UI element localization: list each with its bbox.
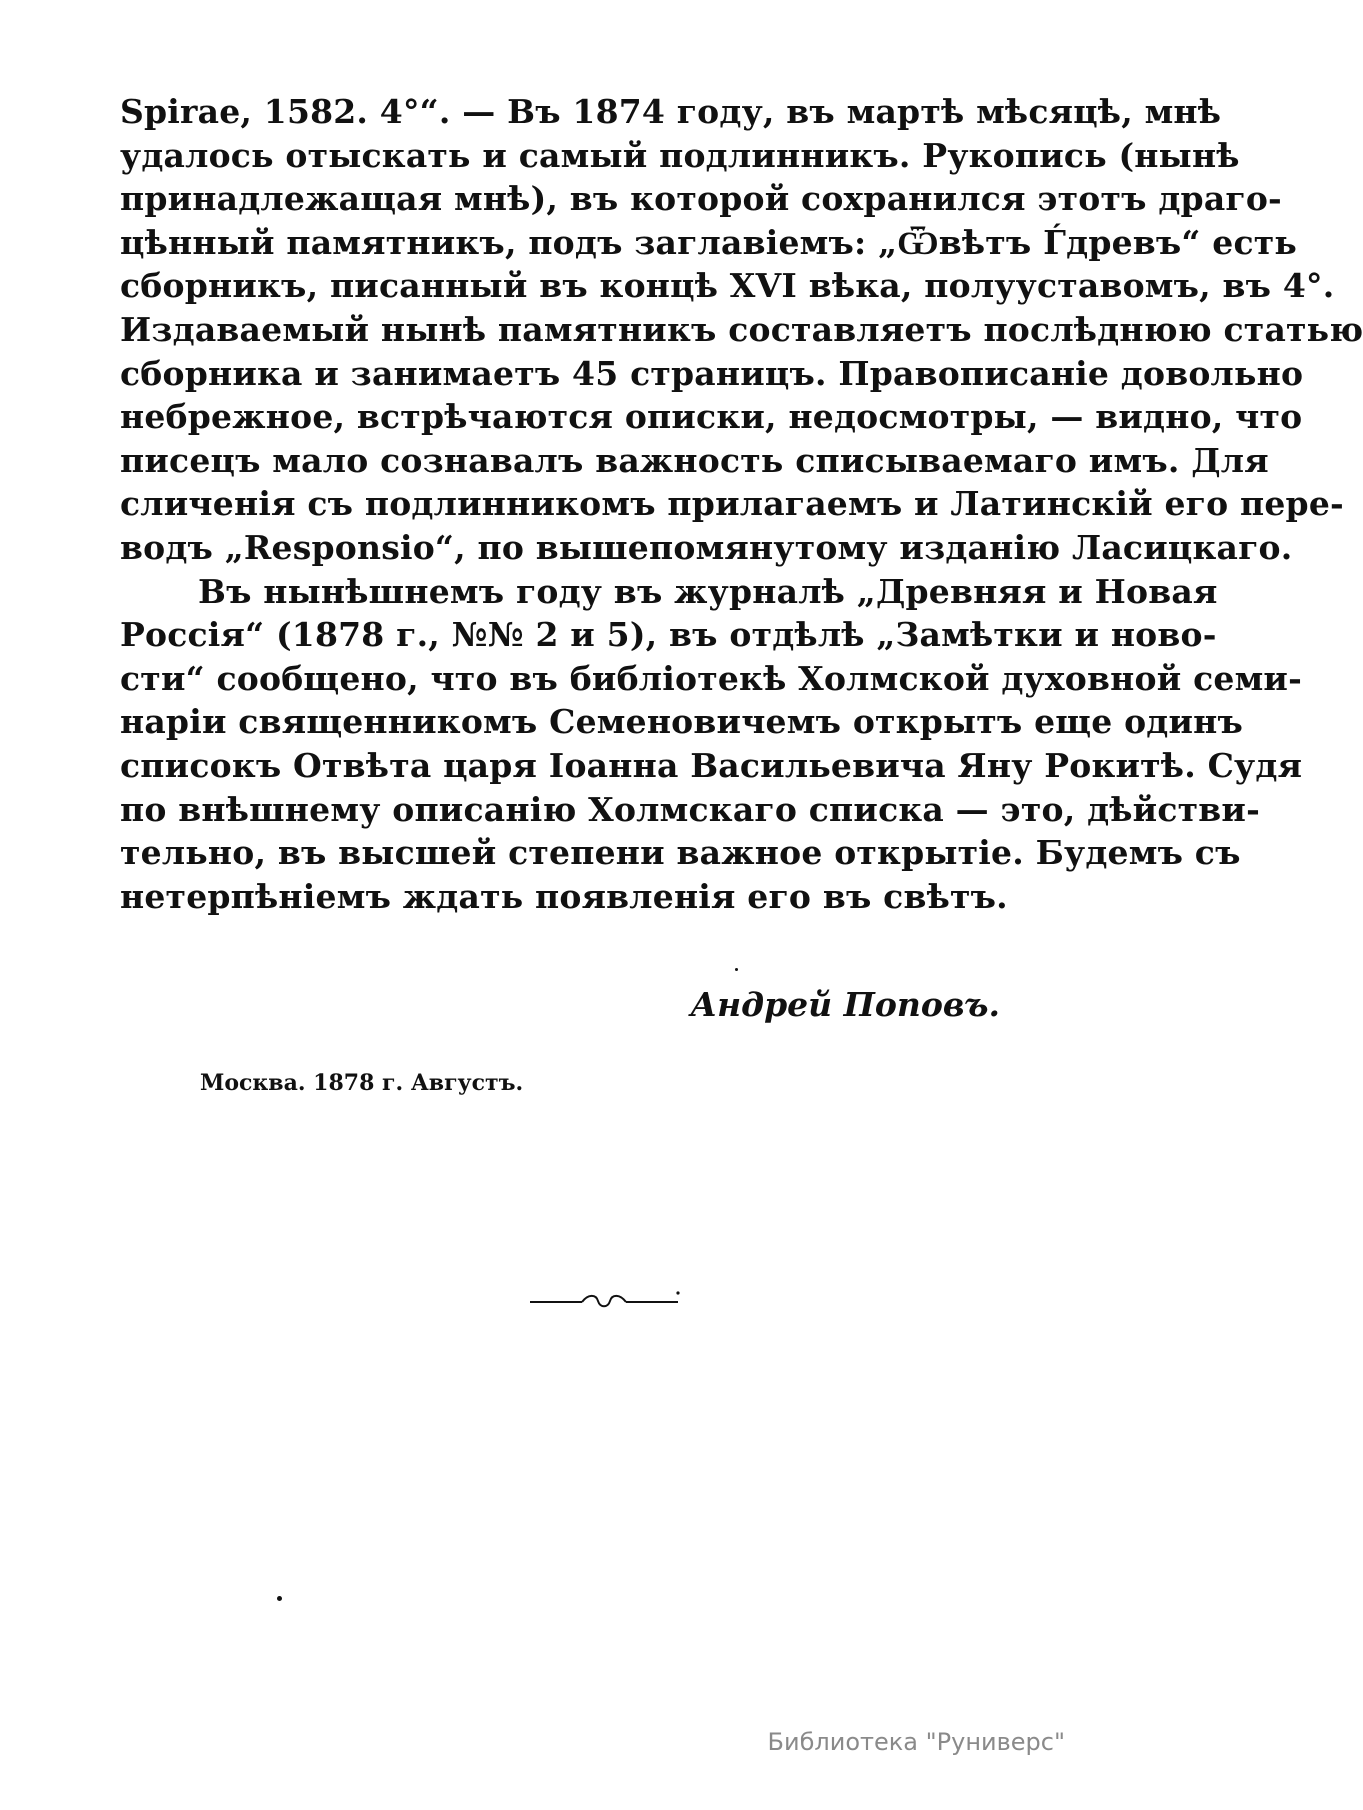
text-line: писецъ мало сознавалъ важность списываемаго имъ. Для: [120, 440, 1269, 480]
text-line: принадлежащая мнѣ), въ которой сохранился этотъ драго-: [120, 179, 1282, 219]
text-line: наріи священникомъ Семеновичемъ открытъ еще одинъ: [120, 702, 1244, 742]
text-line: нетерпѣніемъ ждать появленія его въ свѣтъ.: [120, 876, 1008, 916]
speck-mark: [277, 1596, 282, 1601]
flourish-divider-icon: [530, 1290, 680, 1312]
text-line: по внѣшнему описанію Холмскаго списка — это, дѣйстви-: [120, 789, 1260, 829]
text-line: сборникъ, писанный въ концѣ XVI вѣка, полууставомъ, въ 4°.: [120, 266, 1335, 306]
body-text: [120, 90, 1363, 918]
text-line: удалось отыскать и самый подлинникъ. Рукопись (нынѣ: [120, 135, 1240, 175]
speck-mark: [735, 968, 738, 971]
text-line: Россія“ (1878 г., №№ 2 и 5), въ отдѣлѣ „Замѣтки и ново-: [120, 615, 1217, 655]
text-line: сти“ сообщено, что въ библіотекѣ Холмской духовной семи-: [120, 658, 1303, 698]
text-line: сличенія съ подлинникомъ прилагаемъ и Латинскій его пере-: [120, 484, 1344, 524]
text-line: небрежное, встрѣчаются описки, недосмотры, — видно, что: [120, 397, 1303, 437]
place-date: Москва. 1878 г. Августъ.: [200, 1070, 524, 1096]
text-line: водъ „Responsio“, по вышепомянутому изданію Ласицкаго.: [120, 527, 1293, 567]
text-line: тельно, въ высшей степени важное открытіе. Будемъ съ: [120, 833, 1241, 873]
text-line: Издаваемый нынѣ памятникъ составляетъ послѣднюю статью: [120, 309, 1363, 349]
library-watermark: Библиотека "Руниверс": [767, 1728, 1065, 1756]
text-line: списокъ Отвѣта царя Іоанна Васильевича Яну Рокитѣ. Судя: [120, 745, 1303, 785]
text-line: Spirae, 1582. 4°“. — Въ 1874 году, въ мартѣ мѣсяцѣ, мнѣ: [120, 92, 1222, 131]
text-line: Въ нынѣшнемъ году въ журналѣ „Древняя и Новая: [198, 571, 1218, 611]
text-line: цѣнный памятникъ, подъ заглавіемъ: „Ѿвѣтъ Ѓдревъ“ есть: [120, 222, 1298, 262]
author-signature: Андрей Поповъ.: [690, 985, 1000, 1024]
text-line: сборника и занимаетъ 45 страницъ. Правописаніе довольно: [120, 353, 1304, 393]
